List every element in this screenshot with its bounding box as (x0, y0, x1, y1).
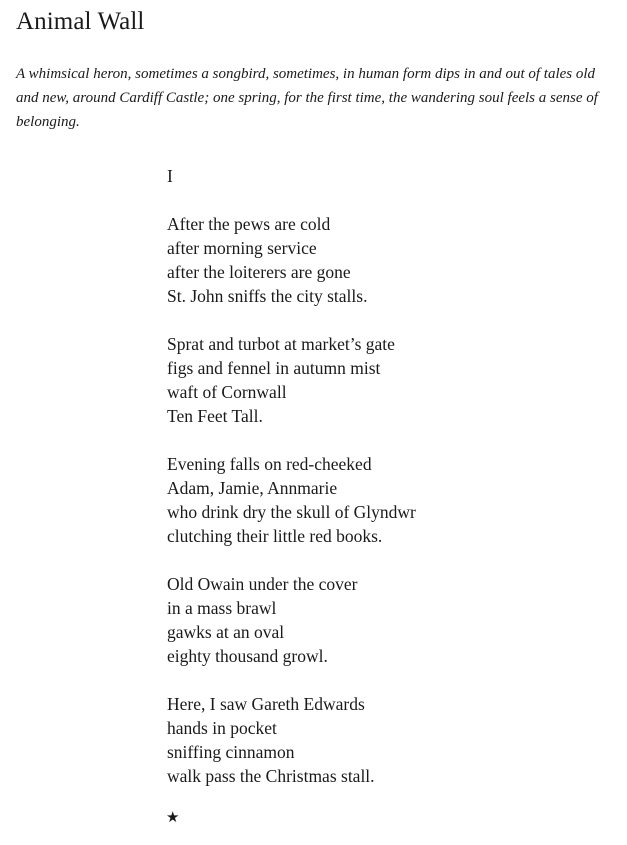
stanza-4 (167, 572, 416, 668)
poem-line: Evening falls on red-cheeked (167, 454, 372, 474)
poem-line: Adam, Jamie, Annmarie (167, 478, 338, 498)
poem-line: sniffing cinnamon (167, 742, 295, 762)
poem-line: Here, I saw Gareth Edwards (167, 694, 365, 714)
poem (167, 164, 416, 812)
poem-line: after the loiterers are gone (167, 262, 351, 282)
poem-line: gawks at an oval (167, 622, 285, 642)
poem-line: who drink dry the skull of Glyndwr (167, 502, 416, 522)
poem-line: clutching their little red books. (167, 526, 383, 546)
poem-line: after morning service (167, 238, 317, 258)
poem-line: waft of Cornwall (167, 382, 287, 402)
poem-line: St. John sniffs the city stalls. (167, 286, 368, 306)
stanza-3 (167, 452, 416, 548)
intro-paragraph: A whimsical heron, sometimes a songbird, sometimes, in human form dips in and out of tales old and new, around Cardiff Castle; one spring, for the first time, the wandering soul feels a sense of belonging. (16, 66, 598, 130)
poem-line: Old Owain under the cover (167, 574, 358, 594)
star-separator-icon: ★ (166, 810, 180, 826)
poem-line: in a mass brawl (167, 598, 277, 618)
poem-line: eighty thousand growl. (167, 646, 328, 666)
stanza-2 (167, 332, 416, 428)
page-title: Animal Wall (16, 8, 145, 35)
poem-line: figs and fennel in autumn mist (167, 358, 381, 378)
poem-line: walk pass the Christmas stall. (167, 766, 375, 786)
poem-line: After the pews are cold (167, 214, 331, 234)
stanza-1 (167, 212, 416, 308)
poem-line: Ten Feet Tall. (167, 406, 263, 426)
poem-line: Sprat and turbot at market’s gate (167, 334, 395, 354)
section-number: I (167, 166, 173, 186)
stanza-5 (167, 692, 416, 788)
poem-line: hands in pocket (167, 718, 277, 738)
